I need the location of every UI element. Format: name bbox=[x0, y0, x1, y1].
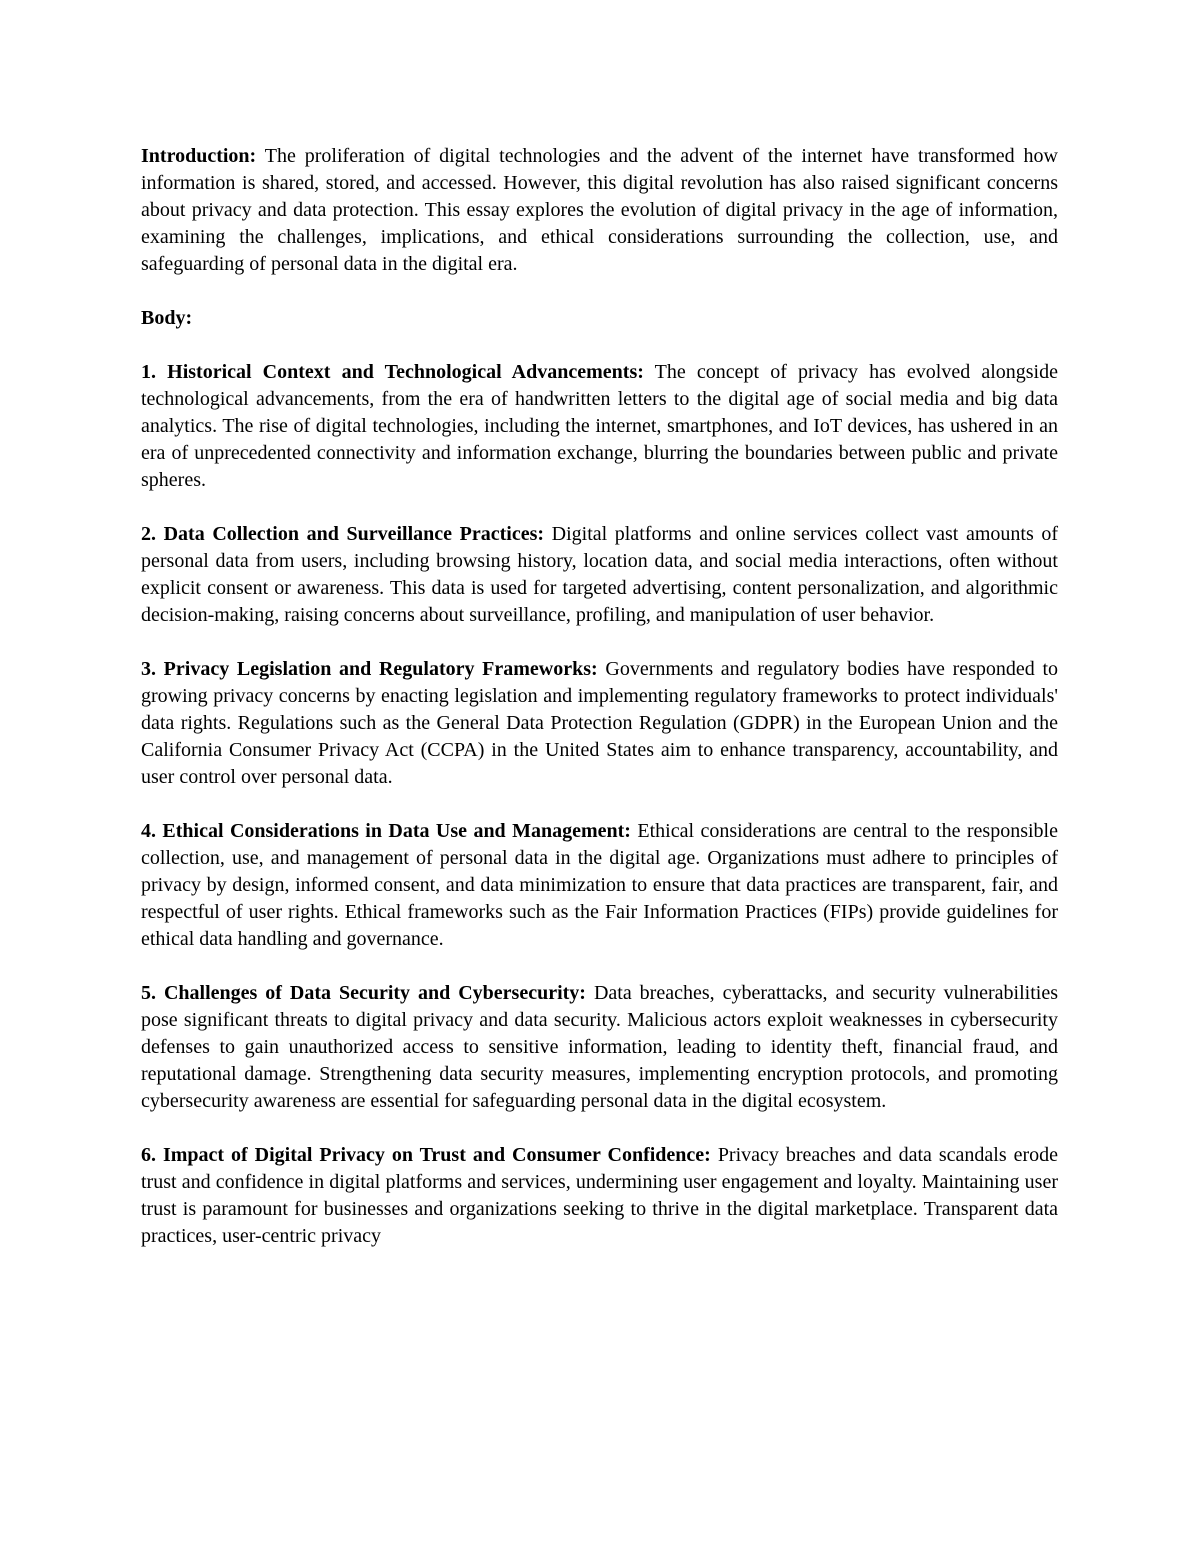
section-paragraph-6 bbox=[141, 1142, 1058, 1250]
introduction-paragraph bbox=[141, 143, 1058, 278]
section-paragraph-3 bbox=[141, 656, 1058, 791]
introduction-text: The proliferation of digital technologies and the advent of the internet have transformed how information is shared, stored, and accessed. However, this digital revolution has also raised significant concerns about privacy and data protection. This essay explores the evolution of digital privacy in the age of information, examining the challenges, implications, and ethical considerations surrounding the collection, use, and safeguarding of personal data in the digital era. bbox=[141, 145, 1059, 275]
section-text-4: Ethical considerations are central to the responsible collection, use, and management of personal data in the digital age. Organizations must adhere to principles of privacy by design, informed consent, and data minimization to ensure that data practices are transparent, fair, and respectful of user rights. Ethical frameworks such as the Fair Information Practices (FIPs) provide guidelines for ethical data handling and governance. bbox=[141, 820, 1058, 950]
section-heading-2: 2. Data Collection and Surveillance Practices: bbox=[141, 523, 545, 545]
section-text-1: The concept of privacy has evolved alongside technological advancements, from the era of handwritten letters to the digital age of social media and big data analytics. The rise of digital technologies, including the internet, smartphones, and IoT devices, has ushered in an era of unprecedented connectivity and information exchange, blurring the boundaries between public and private spheres. bbox=[141, 361, 1058, 491]
section-heading-3: 3. Privacy Legislation and Regulatory Frameworks: bbox=[141, 658, 598, 680]
section-paragraph-5 bbox=[141, 980, 1058, 1115]
body-label: Body: bbox=[141, 307, 193, 329]
section-text-3: Governments and regulatory bodies have responded to growing privacy concerns by enacting legislation and implementing regulatory frameworks to protect individuals' data rights. Regulations such as the General Data Protection Regulation (GDPR) in the European Union and the California Consumer Privacy Act (CCPA) in the United States aim to enhance transparency, accountability, and user control over personal data. bbox=[141, 658, 1059, 788]
section-paragraph-4 bbox=[141, 818, 1058, 953]
section-text-2: Digital platforms and online services collect vast amounts of personal data from users, including browsing history, location data, and social media interactions, often without explicit consent or awareness. This data is used for targeted advertising, content personalization, and algorithmic decision-making, raising concerns about surveillance, profiling, and manipulation of user behavior. bbox=[141, 523, 1058, 626]
section-text-5: Data breaches, cyberattacks, and security vulnerabilities pose significant threats to digital privacy and data security. Malicious actors exploit weaknesses in cybersecurity defenses to gain unauthorized access to sensitive information, leading to identity theft, financial fraud, and reputational damage. Strengthening data security measures, implementing encryption protocols, and promoting cybersecurity awareness are essential for safeguarding personal data in the digital ecosystem. bbox=[141, 982, 1059, 1112]
section-heading-4: 4. Ethical Considerations in Data Use and Management: bbox=[141, 820, 631, 842]
section-text-6: Privacy breaches and data scandals erode trust and confidence in digital platforms and services, undermining user engagement and loyalty. Maintaining user trust is paramount for businesses and organizations seeking to thrive in the digital marketplace. Transparent data practices, user-centric privacy bbox=[141, 1144, 1059, 1247]
section-heading-5: 5. Challenges of Data Security and Cybersecurity: bbox=[141, 982, 586, 1004]
introduction-heading: Introduction: bbox=[141, 145, 257, 167]
document-page bbox=[141, 143, 1058, 1250]
section-paragraph-1 bbox=[141, 359, 1058, 494]
section-heading-6: 6. Impact of Digital Privacy on Trust and Consumer Confidence: bbox=[141, 1144, 711, 1166]
section-heading-1: 1. Historical Context and Technological Advancements: bbox=[141, 361, 644, 383]
section-paragraph-2 bbox=[141, 521, 1058, 629]
